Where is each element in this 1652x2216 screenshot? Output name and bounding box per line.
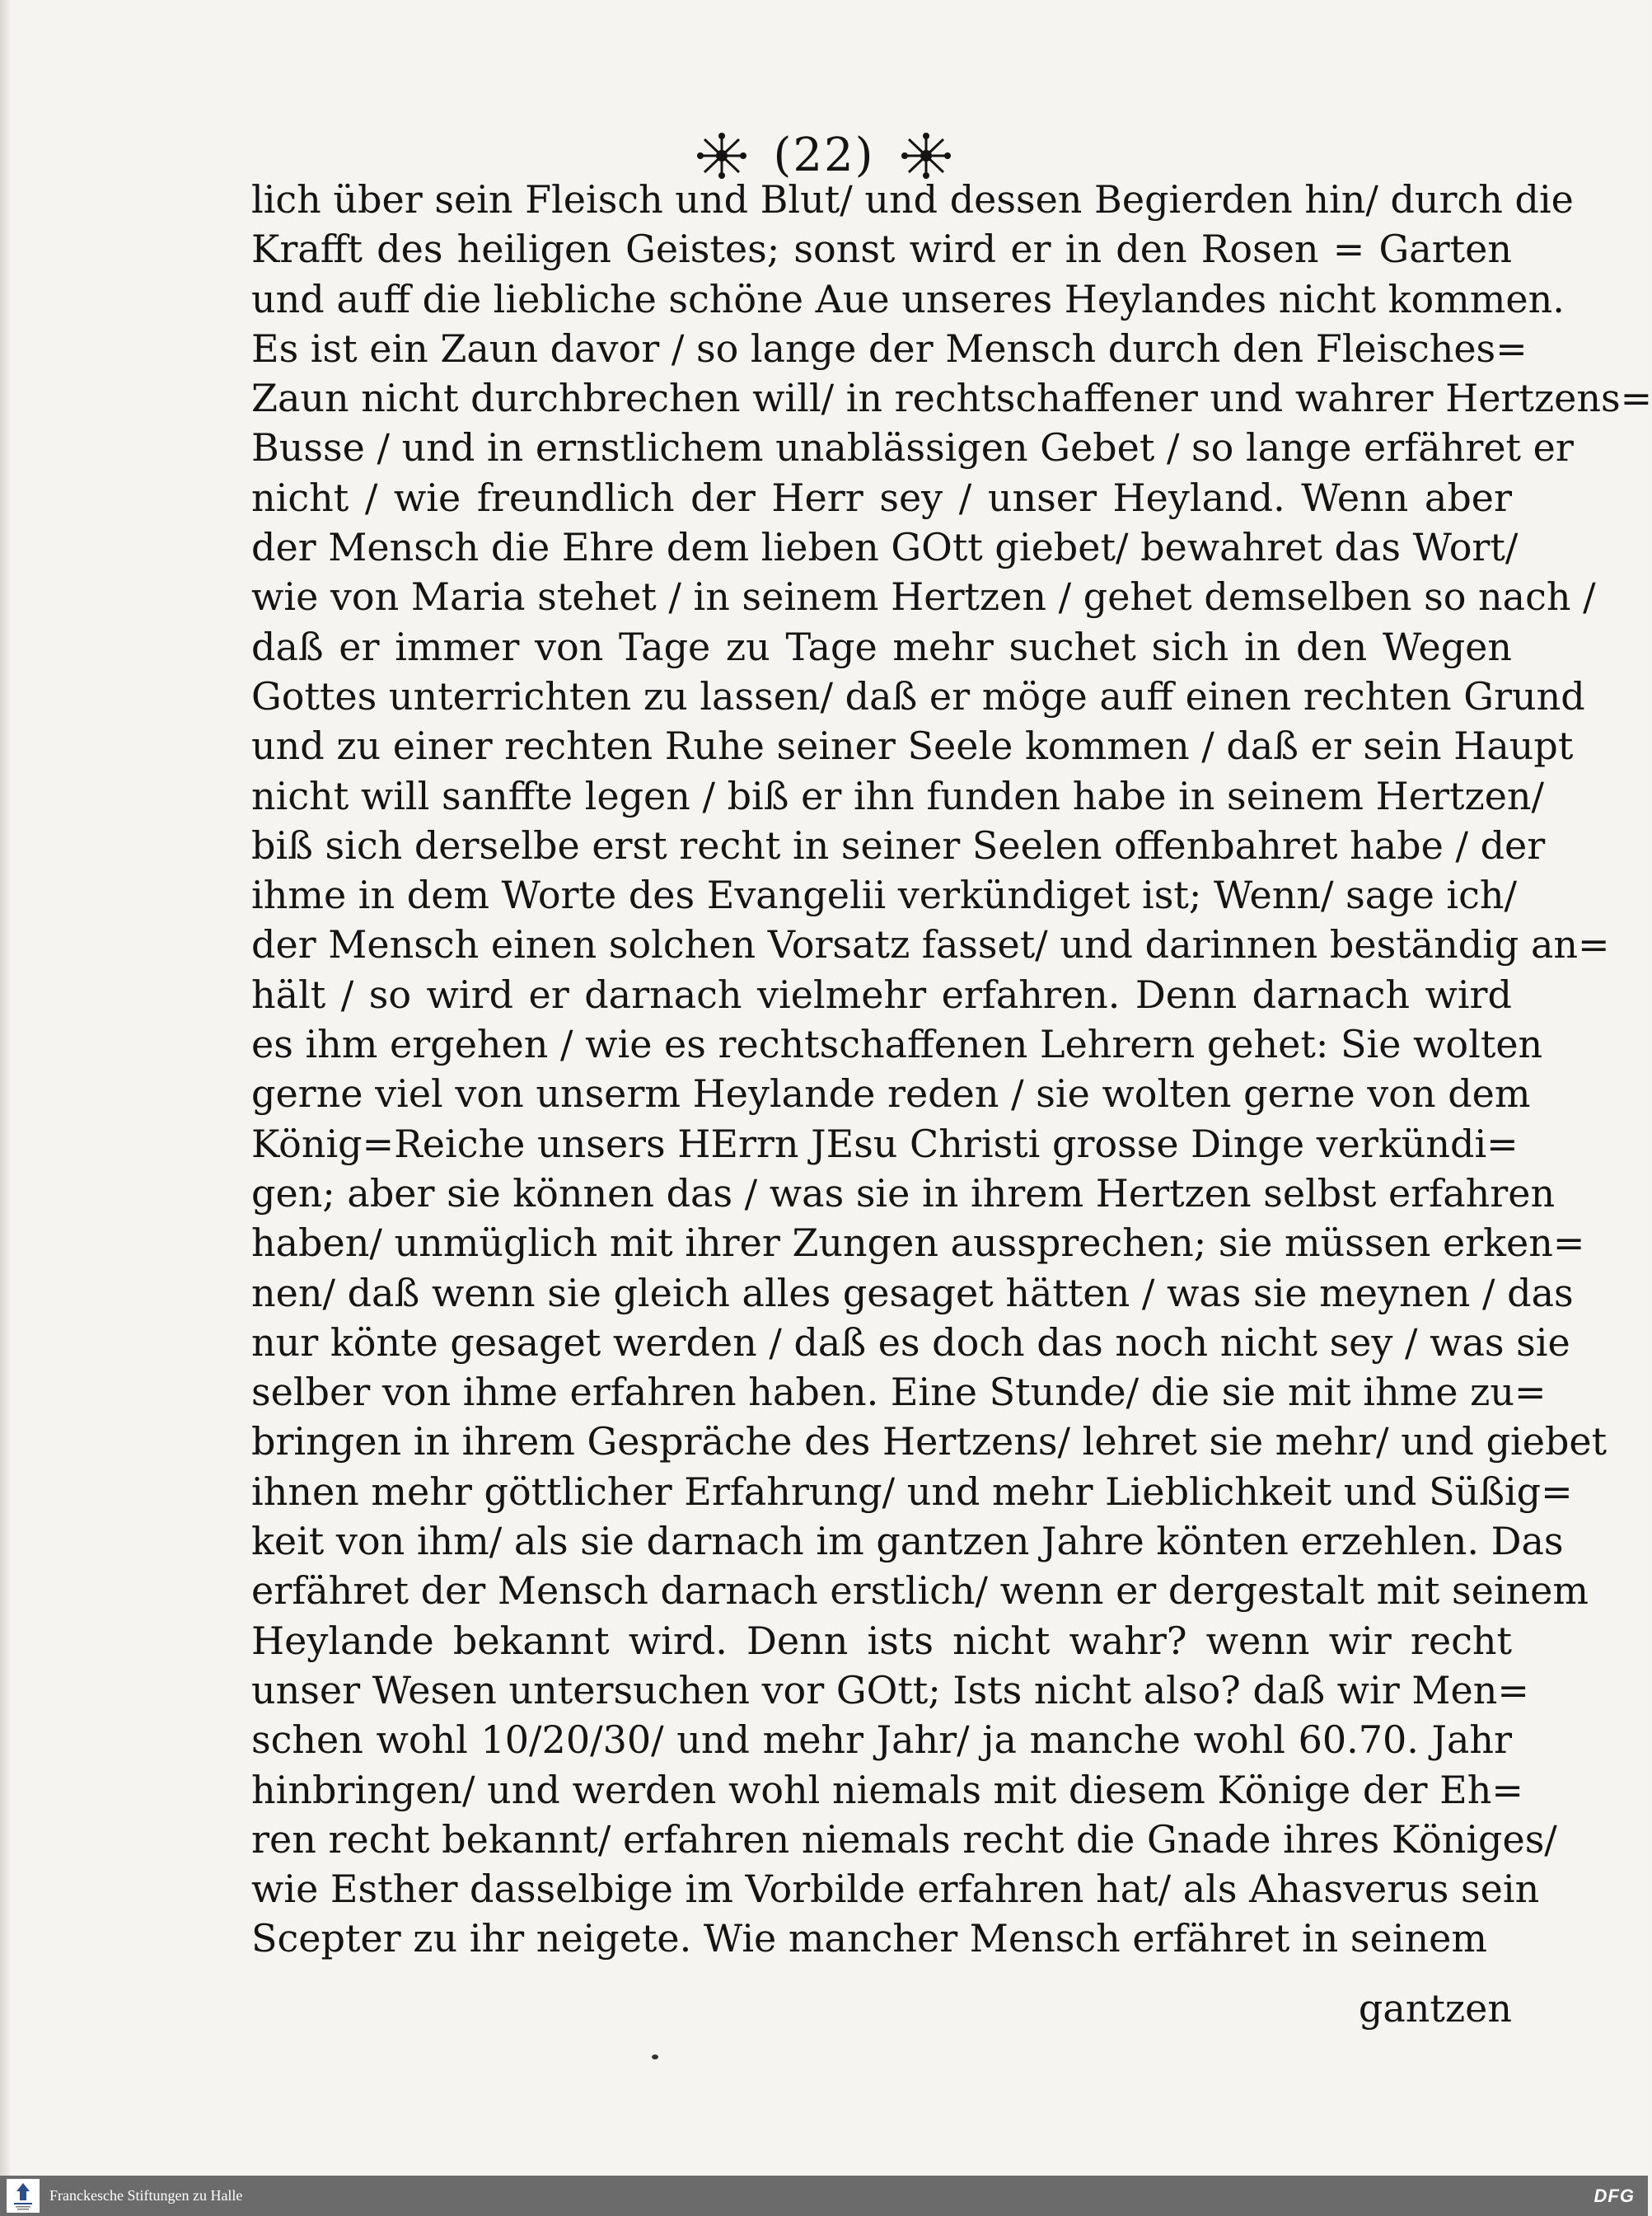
ink-speck	[652, 2054, 658, 2059]
text-line: Heylande bekannt wird. Denn ists nicht wahr? wenn wir recht	[251, 1618, 1512, 1663]
text-line: gerne viel von unserm Heylande reden / sie wolten gerne von dem	[251, 1071, 1531, 1117]
text-line: der Mensch einen solchen Vorsatz fasset/ und darinnen beständig an=	[251, 922, 1610, 967]
text-line: daß er immer von Tage zu Tage mehr suchet sich in den Wegen	[251, 624, 1512, 669]
institution-name[interactable]: Franckesche Stiftungen zu Halle	[49, 2187, 243, 2204]
catchword: gantzen	[1358, 1986, 1512, 2031]
body-text	[251, 175, 1652, 1964]
text-line: haben/ unmüglich mit ihrer Zungen aussprechen; sie müssen erken=	[251, 1220, 1585, 1266]
text-line: keit von ihm/ als sie darnach im gantzen Jahre könten erzehlen. Das	[251, 1519, 1564, 1564]
text-line: ihnen mehr göttlicher Erfahrung/ und mehr Lieblichkeit und Süßig=	[251, 1469, 1573, 1514]
text-line: lich über sein Fleisch und Blut/ und dessen Begierden hin/ durch die	[251, 177, 1574, 222]
text-line: Scepter zu ihr neigete. Wie mancher Mensch erfähret in seinem	[251, 1916, 1487, 1961]
text-line: nen/ daß wenn sie gleich alles gesaget hätten / was sie meynen / das	[251, 1270, 1574, 1315]
text-line: ihme in dem Worte des Evangelii verkündiget ist; Wenn/ sage ich/	[251, 873, 1518, 918]
ornament-flower-icon	[897, 131, 955, 180]
text-line: nur könte gesaget werden / daß es doch das noch nicht sey / was sie	[251, 1319, 1570, 1365]
text-line: selber von ihme erfahren haben. Eine Stunde/ die sie mit ihme zu=	[251, 1370, 1547, 1415]
viewer-footer-bar	[0, 2176, 1648, 2216]
text-line: und zu einer rechten Ruhe seiner Seele kommen / daß er sein Haupt	[251, 724, 1574, 769]
text-line: nicht / wie freundlich der Herr sey / unser Heyland. Wenn aber	[251, 475, 1512, 520]
text-line: erfähret der Mensch darnach erstlich/ wenn er dergestalt mit seinem	[251, 1568, 1589, 1614]
text-line: Busse / und in ernstlichem unablässigen Gebet / so lange erfähret er	[251, 425, 1574, 471]
text-line: Zaun nicht durchbrechen will/ in rechtschaffener und wahrer Hertzens=	[251, 376, 1652, 421]
ornament-flower-icon	[693, 131, 751, 180]
text-line: wie Esther dasselbige im Vorbilde erfahren hat/ als Ahasverus sein	[251, 1867, 1540, 1912]
text-line: Es ist ein Zaun davor / so lange der Mensch durch den Fleisches=	[251, 326, 1528, 371]
text-line: schen wohl 10/20/30/ und mehr Jahr/ ja manche wohl 60.70. Jahr	[251, 1717, 1512, 1763]
text-line: nicht will sanffte legen / biß er ihn funden habe in seinem Hertzen/	[251, 773, 1545, 818]
dfg-logo[interactable]: DFG	[1594, 2186, 1635, 2206]
text-line: unser Wesen untersuchen vor GOtt; Ists nicht also? daß wir Men=	[251, 1667, 1529, 1712]
text-line: ren recht bekannt/ erfahren niemals recht die Gnade ihres Königes/	[251, 1816, 1557, 1862]
text-line: König=Reiche unsers HErrn JEsu Christi grosse Dinge verkündi=	[251, 1121, 1519, 1166]
text-line: der Mensch die Ehre dem lieben GOtt giebet/ bewahret das Wort/	[251, 525, 1519, 570]
text-line: gen; aber sie können das / was sie in ihrem Hertzen selbst erfahren	[251, 1170, 1556, 1216]
text-line: wie von Maria stehet / in seinem Hertzen / gehet demselben so nach /	[251, 574, 1596, 620]
text-line: Krafft des heiligen Geistes; sonst wird er in den Rosen = Garten	[251, 227, 1512, 272]
text-line: und auff die liebliche schöne Aue unseres Heylandes nicht kommen.	[251, 276, 1565, 321]
page-number: (22)	[773, 128, 875, 182]
text-line: hält / so wird er darnach vielmehr erfahren. Denn darnach wird	[251, 972, 1512, 1017]
francke-foundation-logo-icon[interactable]	[7, 2179, 40, 2213]
text-line: bringen in ihrem Gespräche des Hertzens/ lehret sie mehr/ und giebet	[251, 1419, 1608, 1464]
text-line: Gottes unterrichten zu lassen/ daß er möge auff einen rechten Grund	[251, 673, 1585, 719]
text-line: es ihm ergehen / wie es rechtschaffenen Lehrern gehet: Sie wolten	[251, 1022, 1543, 1067]
text-line: biß sich derselbe erst recht in seiner Seelen offenbahret habe / der	[251, 822, 1546, 868]
text-line: hinbringen/ und werden wohl niemals mit diesem Könige der Eh=	[251, 1767, 1523, 1812]
